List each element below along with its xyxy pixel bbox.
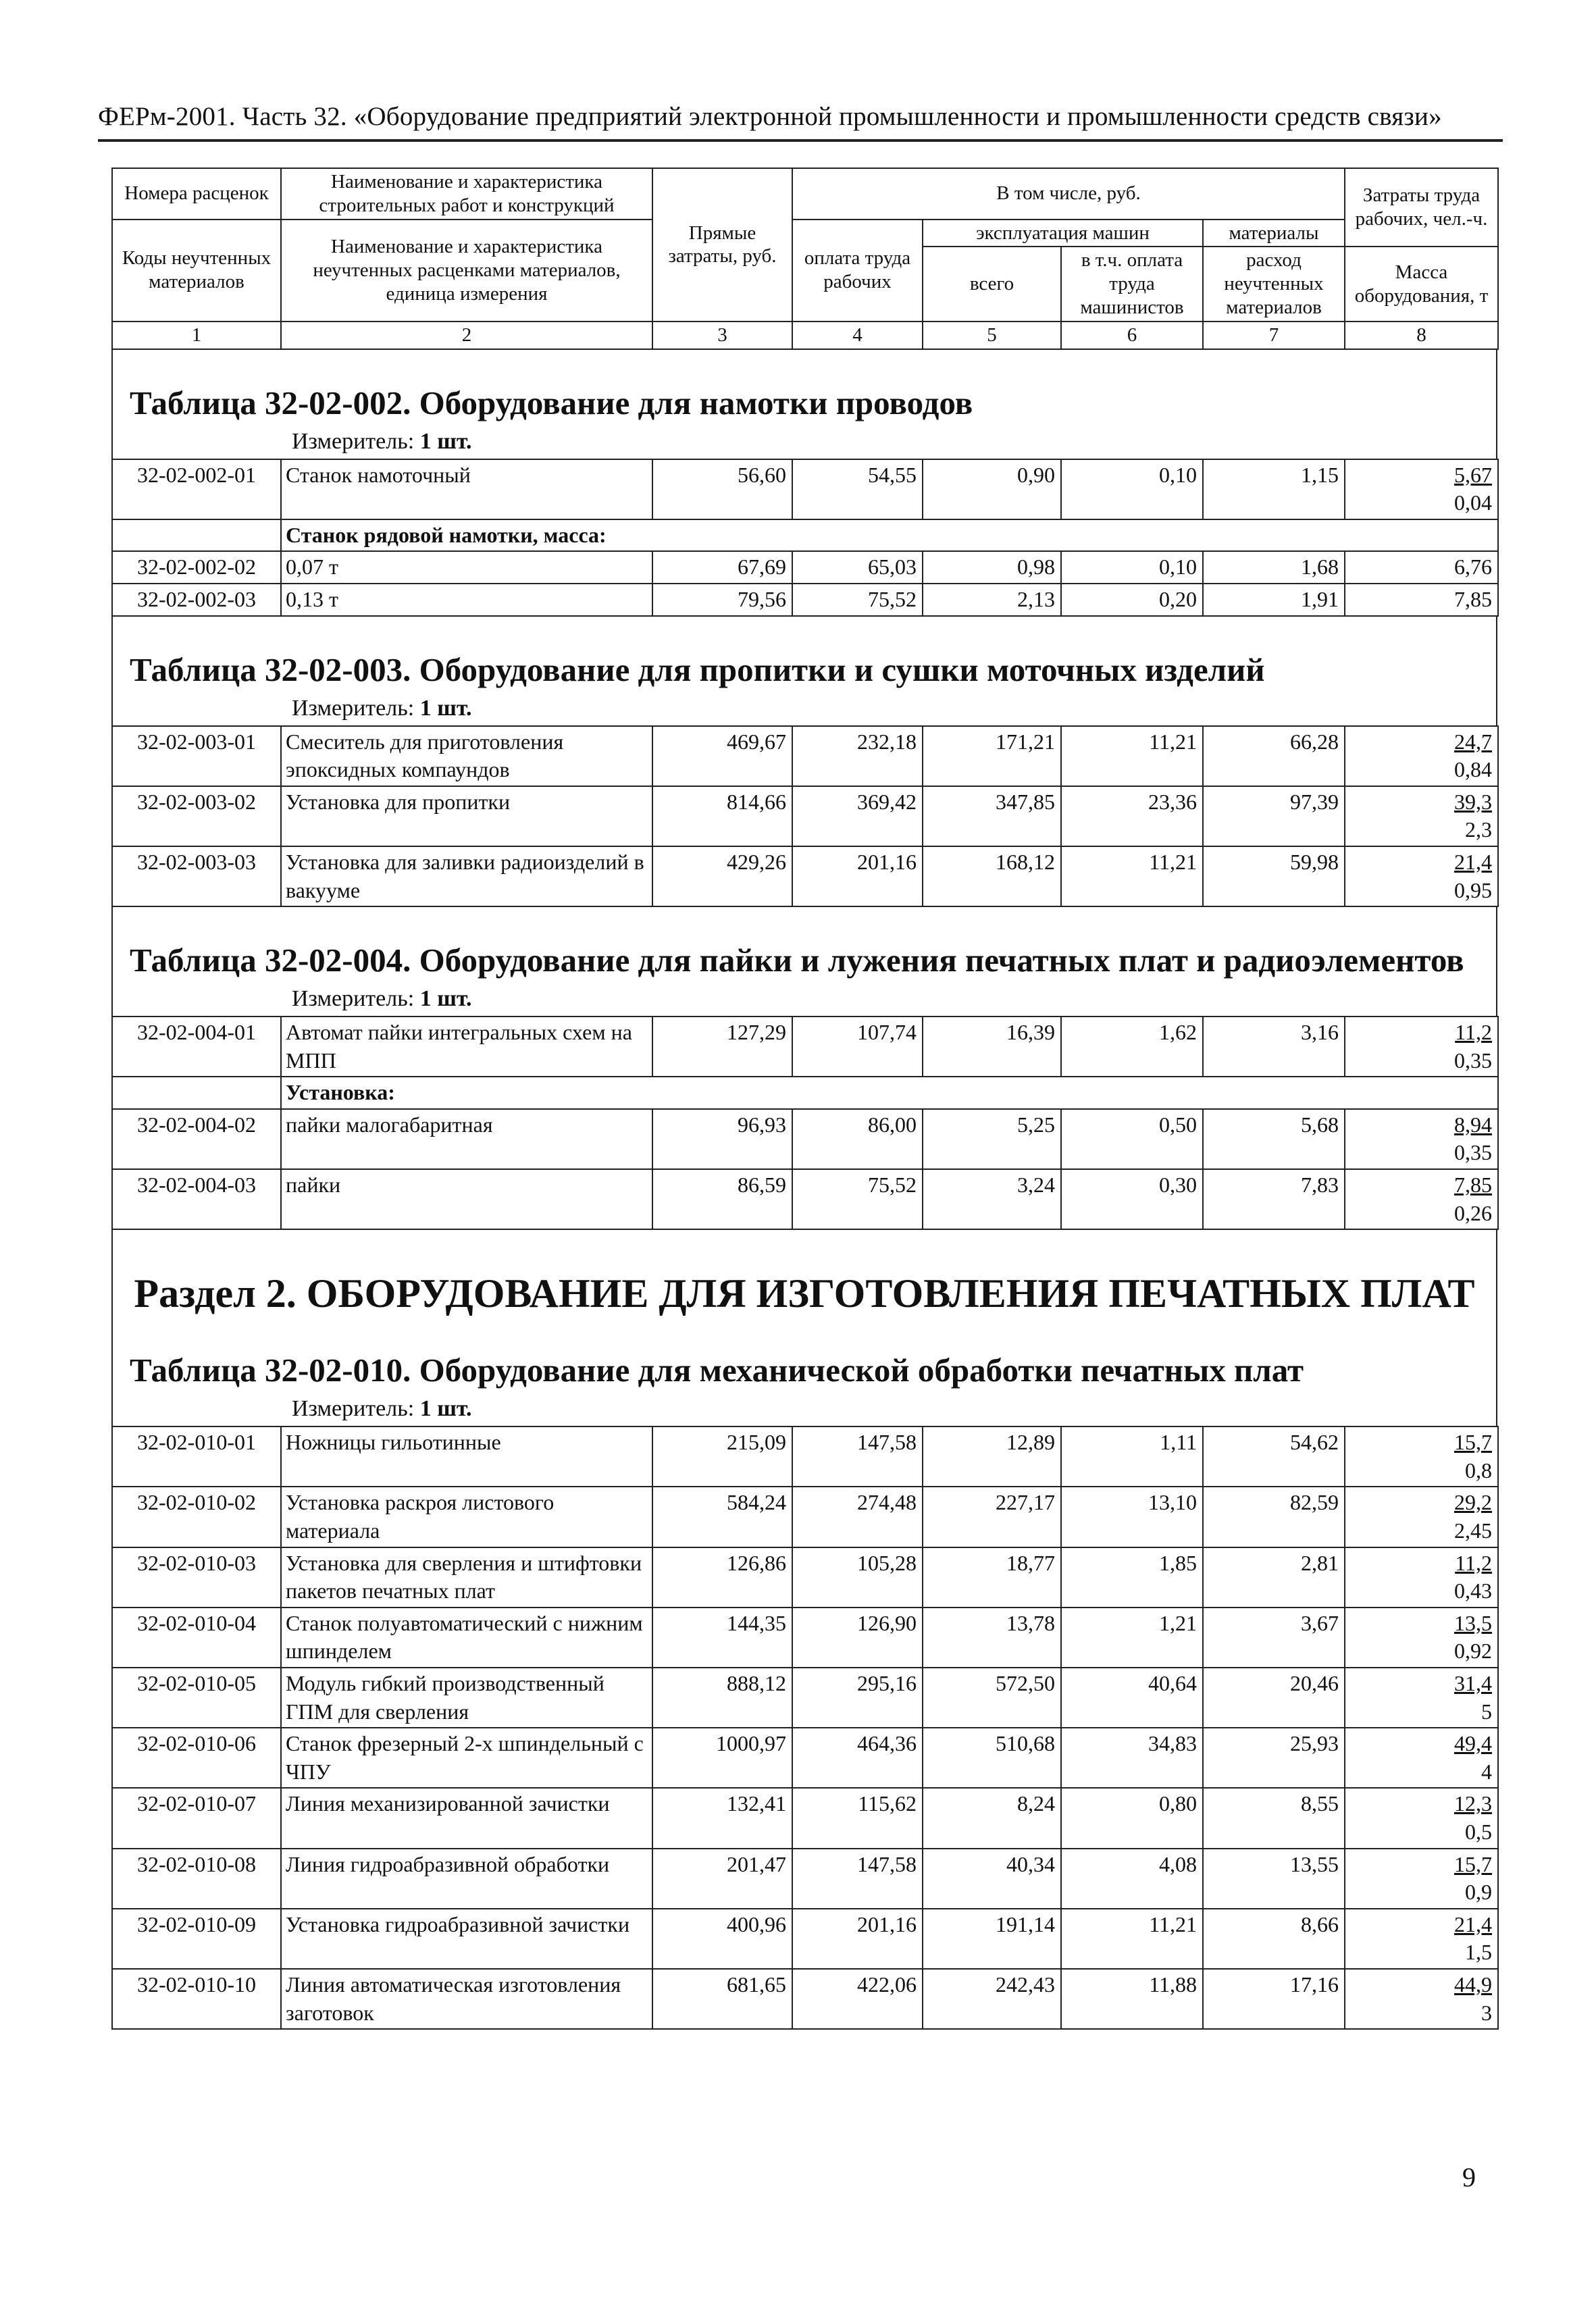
- document-body: [111, 168, 1497, 2030]
- row-name: Установка для сверления и штифтовки пакетов печатных плат: [281, 1547, 652, 1608]
- row-name: Установка раскроя листового материала: [281, 1487, 652, 1547]
- row-materials: 8,66: [1203, 1909, 1345, 1969]
- row-labor: 13,5: [1454, 1610, 1492, 1635]
- row-direct-cost: 888,12: [652, 1668, 792, 1728]
- row-machinists: 0,10: [1061, 551, 1203, 584]
- row-labor-mass: [1345, 1969, 1498, 2029]
- row-code: 32-02-010-07: [112, 1788, 281, 1848]
- row-machines: 5,25: [923, 1109, 1061, 1169]
- row-materials: 59,98: [1203, 846, 1345, 906]
- unit-line: [113, 985, 1496, 1016]
- row-name: Ножницы гильотинные: [281, 1426, 652, 1487]
- row-machinists: 11,21: [1061, 846, 1203, 906]
- table-row: [112, 1788, 1498, 1848]
- row-wages: 75,52: [792, 584, 923, 616]
- row-machinists: 1,85: [1061, 1547, 1203, 1608]
- row-labor: 24,7: [1454, 729, 1492, 754]
- row-code: 32-02-004-01: [112, 1017, 281, 1077]
- unit-label: Измеритель:: [292, 986, 415, 1012]
- col-machines-header: эксплуатация машин: [923, 220, 1203, 247]
- row-materials: 66,28: [1203, 726, 1345, 786]
- row-machinists: 11,21: [1061, 1909, 1203, 1969]
- group-row: [112, 519, 1498, 552]
- row-labor: 11,2: [1455, 1550, 1492, 1575]
- row-labor-mass: [1345, 846, 1498, 906]
- row-materials: 8,55: [1203, 1788, 1345, 1848]
- row-labor: 7,85: [1454, 1173, 1492, 1198]
- table-row: [112, 1728, 1498, 1788]
- row-wages: 274,48: [792, 1487, 923, 1547]
- row-name: 0,13 т: [281, 584, 652, 616]
- table-row: [112, 1608, 1498, 1668]
- table-title: Таблица 32-02-010. Оборудование для механической обработки печатных плат: [130, 1352, 1304, 1389]
- row-name: Станок полуавтоматический с нижним шпинделем: [281, 1608, 652, 1668]
- row-code: 32-02-004-02: [112, 1109, 281, 1169]
- col-materials-header: материалы: [1203, 220, 1345, 247]
- col-num-7: 7: [1203, 322, 1345, 349]
- table-row: [112, 1017, 1498, 1077]
- section-2: [111, 1230, 1497, 1426]
- row-wages: 65,03: [792, 551, 923, 584]
- table-004-section: [111, 907, 1497, 1016]
- row-code: 32-02-002-01: [112, 459, 281, 519]
- row-labor-mass: [1345, 1728, 1498, 1788]
- row-materials: 3,67: [1203, 1608, 1345, 1668]
- table-row: [112, 1109, 1498, 1169]
- row-machinists: 0,30: [1061, 1169, 1203, 1229]
- row-code: 32-02-010-01: [112, 1426, 281, 1487]
- row-direct-cost: 1000,97: [652, 1728, 792, 1788]
- row-wages: 232,18: [792, 726, 923, 786]
- row-mass: 1,5: [1465, 1940, 1492, 1965]
- row-mass: 0,9: [1465, 1880, 1492, 1905]
- row-code: 32-02-003-01: [112, 726, 281, 786]
- row-materials: 20,46: [1203, 1668, 1345, 1728]
- row-machinists: 13,10: [1061, 1487, 1203, 1547]
- row-mass: 0,04: [1454, 490, 1492, 515]
- table-row: [112, 1969, 1498, 2029]
- group-spacer: [112, 1077, 281, 1109]
- table-004: [111, 1016, 1499, 1230]
- row-machines: 40,34: [923, 1849, 1061, 1909]
- col-machines-total-header: всего: [923, 247, 1061, 321]
- row-machines: 347,85: [923, 786, 1061, 846]
- row-code: 32-02-004-03: [112, 1169, 281, 1229]
- row-direct-cost: 215,09: [652, 1426, 792, 1487]
- row-materials: 82,59: [1203, 1487, 1345, 1547]
- row-labor-mass: [1345, 1668, 1498, 1728]
- row-direct-cost: 126,86: [652, 1547, 792, 1608]
- row-wages: 86,00: [792, 1109, 923, 1169]
- row-code: 32-02-003-02: [112, 786, 281, 846]
- col-num-4: 4: [792, 322, 923, 349]
- row-materials: 7,83: [1203, 1169, 1345, 1229]
- row-materials: 54,62: [1203, 1426, 1345, 1487]
- col-num-2: 2: [281, 322, 652, 349]
- unit-label: Измеритель:: [292, 1396, 415, 1422]
- row-direct-cost: 201,47: [652, 1849, 792, 1909]
- row-machines: 510,68: [923, 1728, 1061, 1788]
- row-materials: 1,15: [1203, 459, 1345, 519]
- row-mass: 5: [1481, 1699, 1492, 1724]
- row-direct-cost: 67,69: [652, 551, 792, 584]
- row-materials: 3,16: [1203, 1017, 1345, 1077]
- col-labor-header: Затраты труда рабочих, чел.-ч.: [1345, 168, 1498, 247]
- row-mass: 0,35: [1454, 1048, 1492, 1073]
- table-title: Таблица 32-02-002. Оборудование для намотки проводов: [130, 384, 973, 421]
- row-direct-cost: 814,66: [652, 786, 792, 846]
- unit-line: [113, 1395, 1496, 1426]
- column-header-table: [111, 168, 1499, 350]
- row-machines: 13,78: [923, 1608, 1061, 1668]
- col-name-header: Наименование и характеристика строительных работ и конструкций: [281, 168, 652, 220]
- row-name: 0,07 т: [281, 551, 652, 584]
- row-wages: 107,74: [792, 1017, 923, 1077]
- table-row: [112, 551, 1498, 584]
- row-machinists: 1,11: [1061, 1426, 1203, 1487]
- row-name: Станок фрезерный 2-х шпиндельный с ЧПУ: [281, 1728, 652, 1788]
- row-name: Автомат пайки интегральных схем на МПП: [281, 1017, 652, 1077]
- table-row: [112, 459, 1498, 519]
- row-labor: 29,2: [1454, 1490, 1492, 1515]
- row-machinists: 4,08: [1061, 1849, 1203, 1909]
- table-row: [112, 1426, 1498, 1487]
- col-num-6: 6: [1061, 322, 1203, 349]
- row-machinists: 0,10: [1061, 459, 1203, 519]
- row-mass: 0,35: [1454, 1140, 1492, 1165]
- row-labor-mass: [1345, 1487, 1498, 1547]
- row-wages: 201,16: [792, 846, 923, 906]
- row-machinists: 1,62: [1061, 1017, 1203, 1077]
- table-010: [111, 1426, 1499, 2030]
- row-labor: 21,4: [1454, 1911, 1492, 1936]
- row-wages: 369,42: [792, 786, 923, 846]
- col-num-3: 3: [652, 322, 792, 349]
- table-row: [112, 726, 1498, 786]
- row-mass: 0,84: [1454, 757, 1492, 782]
- table-row: [112, 1547, 1498, 1608]
- row-machinists: 0,20: [1061, 584, 1203, 616]
- row-code: 32-02-002-02: [112, 551, 281, 584]
- table-row: [112, 584, 1498, 616]
- row-machines: 572,50: [923, 1668, 1061, 1728]
- row-mass: 0,26: [1454, 1200, 1492, 1225]
- row-code: 32-02-010-08: [112, 1849, 281, 1909]
- unit-line: [113, 428, 1496, 459]
- row-code: 32-02-010-03: [112, 1547, 281, 1608]
- row-name: Модуль гибкий производственный ГПМ для сверления: [281, 1668, 652, 1728]
- row-labor-mass: [1345, 726, 1498, 786]
- row-wages: 295,16: [792, 1668, 923, 1728]
- row-labor-mass: [1345, 1109, 1498, 1169]
- row-name: Линия автоматическая изготовления заготовок: [281, 1969, 652, 2029]
- col-direct-cost-header: Прямые затраты, руб.: [652, 168, 792, 322]
- unit-label: Измеритель:: [292, 428, 415, 454]
- row-machines: 242,43: [923, 1969, 1061, 2029]
- row-labor: 6,76: [1345, 551, 1498, 584]
- row-labor: 15,7: [1454, 1430, 1492, 1455]
- row-name: Установка для заливки радиоизделий в вакууме: [281, 846, 652, 906]
- row-direct-cost: 429,26: [652, 846, 792, 906]
- row-mass: 2,3: [1465, 817, 1492, 842]
- table-row: [112, 846, 1498, 906]
- row-mass: 0,95: [1454, 877, 1492, 902]
- row-direct-cost: 681,65: [652, 1969, 792, 2029]
- table-title: Таблица 32-02-004. Оборудование для пайки и лужения печатных плат и радиоэлементов: [130, 942, 1464, 979]
- row-materials: 5,68: [1203, 1109, 1345, 1169]
- row-machines: 191,14: [923, 1909, 1061, 1969]
- row-mass: 0,92: [1454, 1639, 1492, 1664]
- row-labor: 7,85: [1345, 584, 1498, 616]
- col-num-5: 5: [923, 322, 1061, 349]
- row-wages: 115,62: [792, 1788, 923, 1848]
- row-machinists: 0,50: [1061, 1109, 1203, 1169]
- row-labor-mass: [1345, 1426, 1498, 1487]
- row-labor-mass: [1345, 1169, 1498, 1229]
- col-codes-header: Номера расценок: [112, 168, 281, 220]
- row-direct-cost: 400,96: [652, 1909, 792, 1969]
- row-labor-mass: [1345, 1788, 1498, 1848]
- unit-value: 1 шт.: [419, 986, 472, 1012]
- row-code: 32-02-010-05: [112, 1668, 281, 1728]
- row-labor-mass: [1345, 786, 1498, 846]
- row-mass: 0,5: [1465, 1819, 1492, 1844]
- table-003-section: [111, 617, 1497, 725]
- row-labor: 15,7: [1454, 1851, 1492, 1876]
- row-code: 32-02-010-09: [112, 1909, 281, 1969]
- row-machinists: 11,21: [1061, 726, 1203, 786]
- row-direct-cost: 132,41: [652, 1788, 792, 1848]
- row-materials: 17,16: [1203, 1969, 1345, 2029]
- col-material-consumption-header: расход неучтенных материалов: [1203, 247, 1345, 321]
- row-machines: 18,77: [923, 1547, 1061, 1608]
- row-wages: 54,55: [792, 459, 923, 519]
- row-machines: 168,12: [923, 846, 1061, 906]
- table-row: [112, 1668, 1498, 1728]
- row-labor: 44,9: [1454, 1972, 1492, 1997]
- row-direct-cost: 144,35: [652, 1608, 792, 1668]
- col-num-8: 8: [1345, 322, 1498, 349]
- row-labor: 31,4: [1454, 1671, 1492, 1696]
- row-wages: 147,58: [792, 1426, 923, 1487]
- row-labor-mass: [1345, 1909, 1498, 1969]
- col-material-name-header: Наименование и характеристика неучтенных расценками материалов, единица измерения: [281, 220, 652, 322]
- group-row: [112, 1077, 1498, 1109]
- table-002-section: [111, 350, 1497, 459]
- col-num-1: 1: [112, 322, 281, 349]
- row-wages: 105,28: [792, 1547, 923, 1608]
- row-mass: 3: [1481, 2000, 1492, 2025]
- row-labor-mass: [1345, 1017, 1498, 1077]
- row-code: 32-02-003-03: [112, 846, 281, 906]
- row-name: Установка для пропитки: [281, 786, 652, 846]
- row-materials: 13,55: [1203, 1849, 1345, 1909]
- row-labor-mass: [1345, 1849, 1498, 1909]
- row-machinists: 34,83: [1061, 1728, 1203, 1788]
- row-machines: 227,17: [923, 1487, 1061, 1547]
- row-name: пайки малогабаритная: [281, 1109, 652, 1169]
- row-name: Станок намоточный: [281, 459, 652, 519]
- row-direct-cost: 127,29: [652, 1017, 792, 1077]
- table-row: [112, 786, 1498, 846]
- unit-value: 1 шт.: [419, 1396, 472, 1422]
- row-direct-cost: 56,60: [652, 459, 792, 519]
- col-mass-header: Масса оборудования, т: [1345, 247, 1498, 321]
- row-labor-mass: [1345, 1608, 1498, 1668]
- row-labor-mass: [1345, 459, 1498, 519]
- row-mass: 2,45: [1454, 1518, 1492, 1543]
- table-row: [112, 1909, 1498, 1969]
- col-incl-header: В том числе, руб.: [792, 168, 1345, 220]
- row-materials: 25,93: [1203, 1728, 1345, 1788]
- row-machinists: 23,36: [1061, 786, 1203, 846]
- row-machinists: 1,21: [1061, 1608, 1203, 1668]
- row-labor: 5,67: [1454, 462, 1492, 487]
- col-wages-header: оплата труда рабочих: [792, 220, 923, 322]
- row-machines: 8,24: [923, 1788, 1061, 1848]
- row-wages: 126,90: [792, 1608, 923, 1668]
- row-machines: 2,13: [923, 584, 1061, 616]
- table-title: Таблица 32-02-003. Оборудование для пропитки и сушки моточных изделий: [130, 650, 1265, 688]
- row-name: пайки: [281, 1169, 652, 1229]
- row-mass: 0,8: [1465, 1458, 1492, 1483]
- row-machines: 0,98: [923, 551, 1061, 584]
- row-machinists: 0,80: [1061, 1788, 1203, 1848]
- row-wages: 75,52: [792, 1169, 923, 1229]
- unit-value: 1 шт.: [419, 428, 472, 454]
- col-machinists-header: в т.ч. оплата труда машинистов: [1061, 247, 1203, 321]
- row-materials: 2,81: [1203, 1547, 1345, 1608]
- row-machinists: 40,64: [1061, 1668, 1203, 1728]
- row-machines: 171,21: [923, 726, 1061, 786]
- row-materials: 97,39: [1203, 786, 1345, 846]
- row-code: 32-02-002-03: [112, 584, 281, 616]
- row-labor: 12,3: [1454, 1791, 1492, 1816]
- row-labor: 21,4: [1454, 849, 1492, 874]
- row-labor: 8,94: [1454, 1112, 1492, 1137]
- row-code: 32-02-010-10: [112, 1969, 281, 2029]
- table-row: [112, 1849, 1498, 1909]
- row-name: Линия механизированной зачистки: [281, 1788, 652, 1848]
- table-003: [111, 725, 1499, 908]
- row-machines: 0,90: [923, 459, 1061, 519]
- table-002: [111, 459, 1499, 617]
- row-direct-cost: 79,56: [652, 584, 792, 616]
- table-row: [112, 1169, 1498, 1229]
- page-header: ФЕРм-2001. Часть 32. «Оборудование предприятий электронной промышленности и промышленности средств связи»: [98, 102, 1442, 131]
- group-label: Станок рядовой намотки, масса:: [281, 519, 1498, 552]
- row-direct-cost: 584,24: [652, 1487, 792, 1547]
- col-material-codes-header: Коды неучтенных материалов: [112, 220, 281, 322]
- row-machines: 16,39: [923, 1017, 1061, 1077]
- row-code: 32-02-010-06: [112, 1728, 281, 1788]
- section-title: Раздел 2. ОБОРУДОВАНИЕ ДЛЯ ИЗГОТОВЛЕНИЯ ПЕЧАТНЫХ ПЛАТ: [134, 1271, 1475, 1316]
- header-rule: [98, 139, 1503, 142]
- row-name: Линия гидроабразивной обработки: [281, 1849, 652, 1909]
- row-labor: 39,3: [1454, 789, 1492, 814]
- row-wages: 422,06: [792, 1969, 923, 2029]
- row-name: Установка гидроабразивной зачистки: [281, 1909, 652, 1969]
- row-machines: 3,24: [923, 1169, 1061, 1229]
- group-spacer: [112, 519, 281, 552]
- row-name: Смеситель для приготовления эпоксидных компаундов: [281, 726, 652, 786]
- row-wages: 201,16: [792, 1909, 923, 1969]
- row-code: 32-02-010-04: [112, 1608, 281, 1668]
- row-machines: 12,89: [923, 1426, 1061, 1487]
- row-direct-cost: 469,67: [652, 726, 792, 786]
- row-mass: 4: [1481, 1759, 1492, 1784]
- row-wages: 464,36: [792, 1728, 923, 1788]
- row-direct-cost: 96,93: [652, 1109, 792, 1169]
- row-wages: 147,58: [792, 1849, 923, 1909]
- row-labor-mass: [1345, 1547, 1498, 1608]
- table-row: [112, 1487, 1498, 1547]
- unit-label: Измеритель:: [292, 695, 415, 721]
- row-labor: 49,4: [1454, 1731, 1492, 1756]
- row-mass: 0,43: [1454, 1578, 1492, 1603]
- row-materials: 1,91: [1203, 584, 1345, 616]
- row-labor: 11,2: [1455, 1020, 1492, 1045]
- row-direct-cost: 86,59: [652, 1169, 792, 1229]
- page-number: 9: [1462, 2162, 1476, 2192]
- unit-value: 1 шт.: [419, 695, 472, 721]
- row-code: 32-02-010-02: [112, 1487, 281, 1547]
- unit-line: [113, 694, 1496, 725]
- group-label: Установка:: [281, 1077, 1498, 1109]
- row-materials: 1,68: [1203, 551, 1345, 584]
- row-machinists: 11,88: [1061, 1969, 1203, 2029]
